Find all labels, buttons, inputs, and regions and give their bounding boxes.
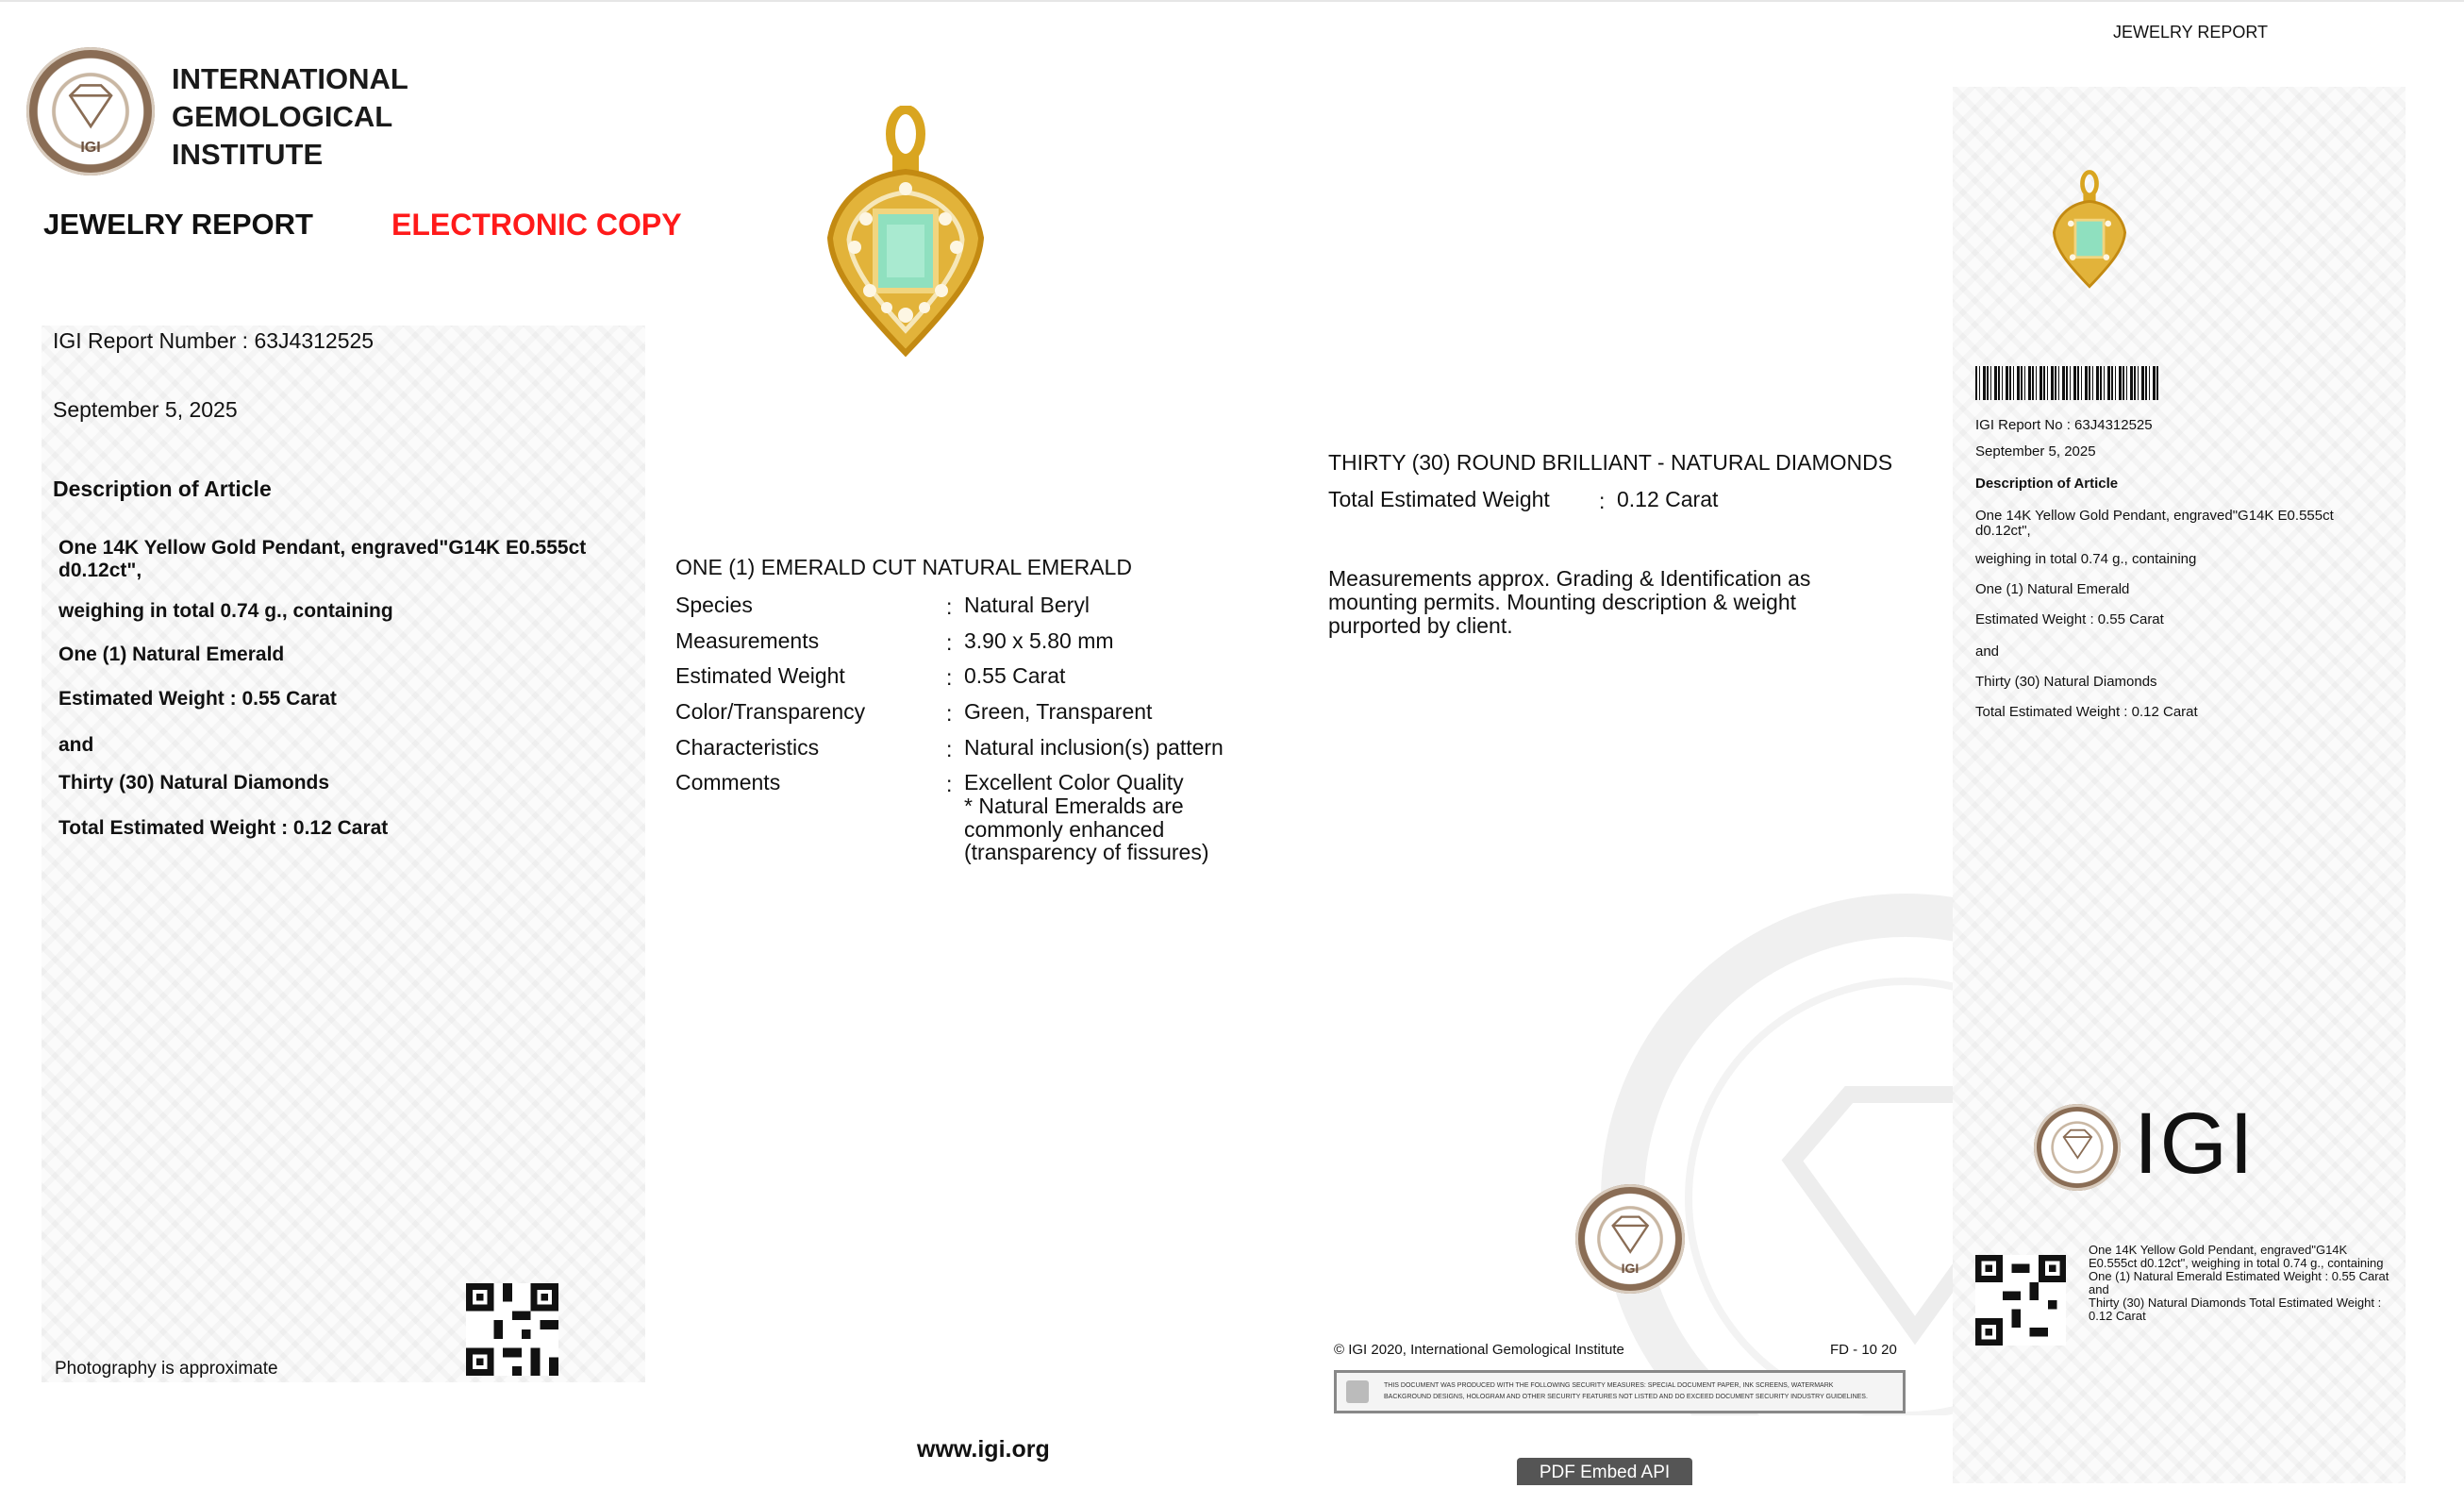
diamond-icon: [2060, 1127, 2095, 1162]
emerald-row-colon: :: [946, 772, 953, 796]
diamonds-weight-colon: :: [1599, 489, 1606, 513]
security-notice: [1334, 1370, 1906, 1413]
stub-summary-line-3: One (1) Natural Emerald Estimated Weight : 0.55 Carat: [2089, 1269, 2389, 1283]
stub-summary: [2089, 1244, 2389, 1323]
stub-line-2: d0.12ct",: [1975, 523, 2031, 539]
emerald-comment-line-2: * Natural Emeralds are: [964, 794, 1184, 818]
emerald-row-colon: :: [946, 665, 953, 690]
stub-summary-line-1: One 14K Yellow Gold Pendant, engraved"G14K: [2089, 1243, 2348, 1257]
emerald-row-value-characteristics: Natural inclusion(s) pattern: [964, 735, 1224, 760]
emerald-row-value-comments: Excellent Color Quality: [964, 770, 1184, 794]
emerald-row-label-measurements: Measurements: [675, 628, 820, 653]
igi-seal-small: [1575, 1184, 1685, 1294]
stub-qr-code: [1975, 1255, 2066, 1346]
copyright-text: © IGI 2020, International Gemological Institute: [1334, 1342, 1624, 1358]
stub-summary-line-6: 0.12 Carat: [2089, 1309, 2146, 1323]
emerald-row-value-species: Natural Beryl: [964, 593, 1090, 617]
stub-header-label: JEWELRY REPORT: [2113, 23, 2269, 42]
pendant-photo: [811, 106, 1000, 360]
diamonds-heading: THIRTY (30) ROUND BRILLIANT - NATURAL DIAMONDS: [1328, 450, 1893, 475]
emerald-row-value-weight: 0.55 Carat: [964, 663, 1066, 688]
stub-pendant-photo: [2045, 170, 2134, 291]
stub-line-6: and: [1975, 644, 2000, 660]
stub-line-3: weighing in total 0.74 g., containing: [1975, 551, 2197, 567]
diamond-icon: [65, 80, 116, 131]
emerald-row-colon: :: [946, 701, 953, 726]
description-line-4: One (1) Natural Emerald: [58, 644, 285, 665]
barcode: [1975, 366, 2160, 400]
stub-summary-line-2: E0.555ct d0.12ct", weighing in total 0.74 g., containing: [2089, 1256, 2384, 1270]
top-divider: [0, 0, 2464, 2]
institute-line-2: GEMOLOGICAL: [172, 100, 393, 133]
security-line-2: BACKGROUND DESIGNS, HOLOGRAM AND OTHER SECURITY FEATURES NOT LISTED AND DO EXCEED DOCUMENT SECURITY INDUSTRY GUIDELINES.: [1384, 1394, 1868, 1400]
seal-igi-text: IGI: [1621, 1261, 1640, 1277]
electronic-copy-label: ELECTRONIC COPY: [391, 208, 682, 242]
stub-summary-line-5: Thirty (30) Natural Diamonds Total Estimated Weight :: [2089, 1296, 2382, 1310]
description-line-1: One 14K Yellow Gold Pendant, engraved"G14K E0.555ct: [58, 537, 587, 559]
emerald-comment-line-4: (transparency of fissures): [964, 840, 1209, 864]
diamonds-note-line-3: purported by client.: [1328, 613, 1513, 638]
report-type-label: JEWELRY REPORT: [43, 208, 313, 241]
emerald-row-colon: :: [946, 630, 953, 655]
report-number: IGI Report Number : 63J4312525: [53, 328, 375, 353]
pdf-embed-api-button[interactable]: PDF Embed API: [1517, 1458, 1692, 1485]
emerald-comment-line-3: commonly enhanced: [964, 817, 1165, 842]
form-code: FD - 10 20: [1830, 1342, 1897, 1358]
description-line-8: Total Estimated Weight : 0.12 Carat: [58, 817, 389, 839]
security-line-1: THIS DOCUMENT WAS PRODUCED WITH THE FOLLOWING SECURITY MEASURES: SPECIAL DOCUMENT PAPER, INK SCREENS, WATERMARK: [1384, 1382, 1834, 1389]
stub-line-1: One 14K Yellow Gold Pendant, engraved"G14K E0.555ct: [1975, 508, 2334, 524]
description-line-3: weighing in total 0.74 g., containing: [58, 600, 393, 622]
stub-description-heading: Description of Article: [1975, 476, 2119, 492]
emerald-row-colon: :: [946, 737, 953, 761]
lock-icon: [1346, 1380, 1369, 1403]
stub-line-5: Estimated Weight : 0.55 Carat: [1975, 611, 2164, 627]
igi-seal-logo: [26, 47, 155, 176]
diamond-icon: [1608, 1212, 1652, 1256]
emerald-row-label-weight: Estimated Weight: [675, 663, 845, 688]
report-date: September 5, 2025: [53, 397, 238, 422]
emerald-row-label-color: Color/Transparency: [675, 699, 866, 724]
diamonds-note-line-2: mounting permits. Mounting description & weight: [1328, 590, 1797, 614]
photography-note: Photography is approximate: [55, 1359, 278, 1379]
stub-line-7: Thirty (30) Natural Diamonds: [1975, 674, 2157, 690]
seal-igi-text: IGI: [80, 139, 101, 156]
website-link[interactable]: www.igi.org: [917, 1436, 1050, 1463]
institute-line-3: INSTITUTE: [172, 138, 324, 171]
description-line-2: d0.12ct",: [58, 560, 142, 581]
stub-line-8: Total Estimated Weight : 0.12 Carat: [1975, 704, 2198, 720]
diamonds-weight-label: Total Estimated Weight: [1328, 487, 1550, 511]
diamonds-note-line-1: Measurements approx. Grading & Identification as: [1328, 566, 1811, 591]
qr-code-icon: [1975, 1255, 2066, 1346]
stub-date: September 5, 2025: [1975, 443, 2096, 460]
emerald-row-value-color: Green, Transparent: [964, 699, 1153, 724]
emerald-row-value-measurements: 3.90 x 5.80 mm: [964, 628, 1114, 653]
qr-code: [466, 1283, 558, 1376]
description-line-6: and: [58, 734, 94, 756]
watermark-seal: [1509, 887, 1953, 1415]
institute-line-1: INTERNATIONAL: [172, 62, 408, 95]
institute-name: [172, 60, 408, 174]
emerald-row-colon: :: [946, 594, 953, 619]
qr-code-icon: [466, 1283, 558, 1376]
description-line-5: Estimated Weight : 0.55 Carat: [58, 688, 337, 710]
stub-igi-seal: [2034, 1104, 2121, 1191]
diamonds-weight-value: 0.12 Carat: [1617, 487, 1719, 511]
stub-line-4: One (1) Natural Emerald: [1975, 581, 2130, 597]
emerald-row-label-characteristics: Characteristics: [675, 735, 820, 760]
stub-report-number: IGI Report No : 63J4312525: [1975, 417, 2153, 433]
stub-summary-line-4: and: [2089, 1282, 2109, 1296]
emerald-row-label-comments: Comments: [675, 770, 781, 794]
emerald-row-label-species: Species: [675, 593, 753, 617]
stub-igi-logo-text: IGI: [2134, 1095, 2256, 1192]
description-line-7: Thirty (30) Natural Diamonds: [58, 772, 330, 794]
description-heading: Description of Article: [53, 476, 272, 501]
emerald-heading: ONE (1) EMERALD CUT NATURAL EMERALD: [675, 555, 1132, 579]
